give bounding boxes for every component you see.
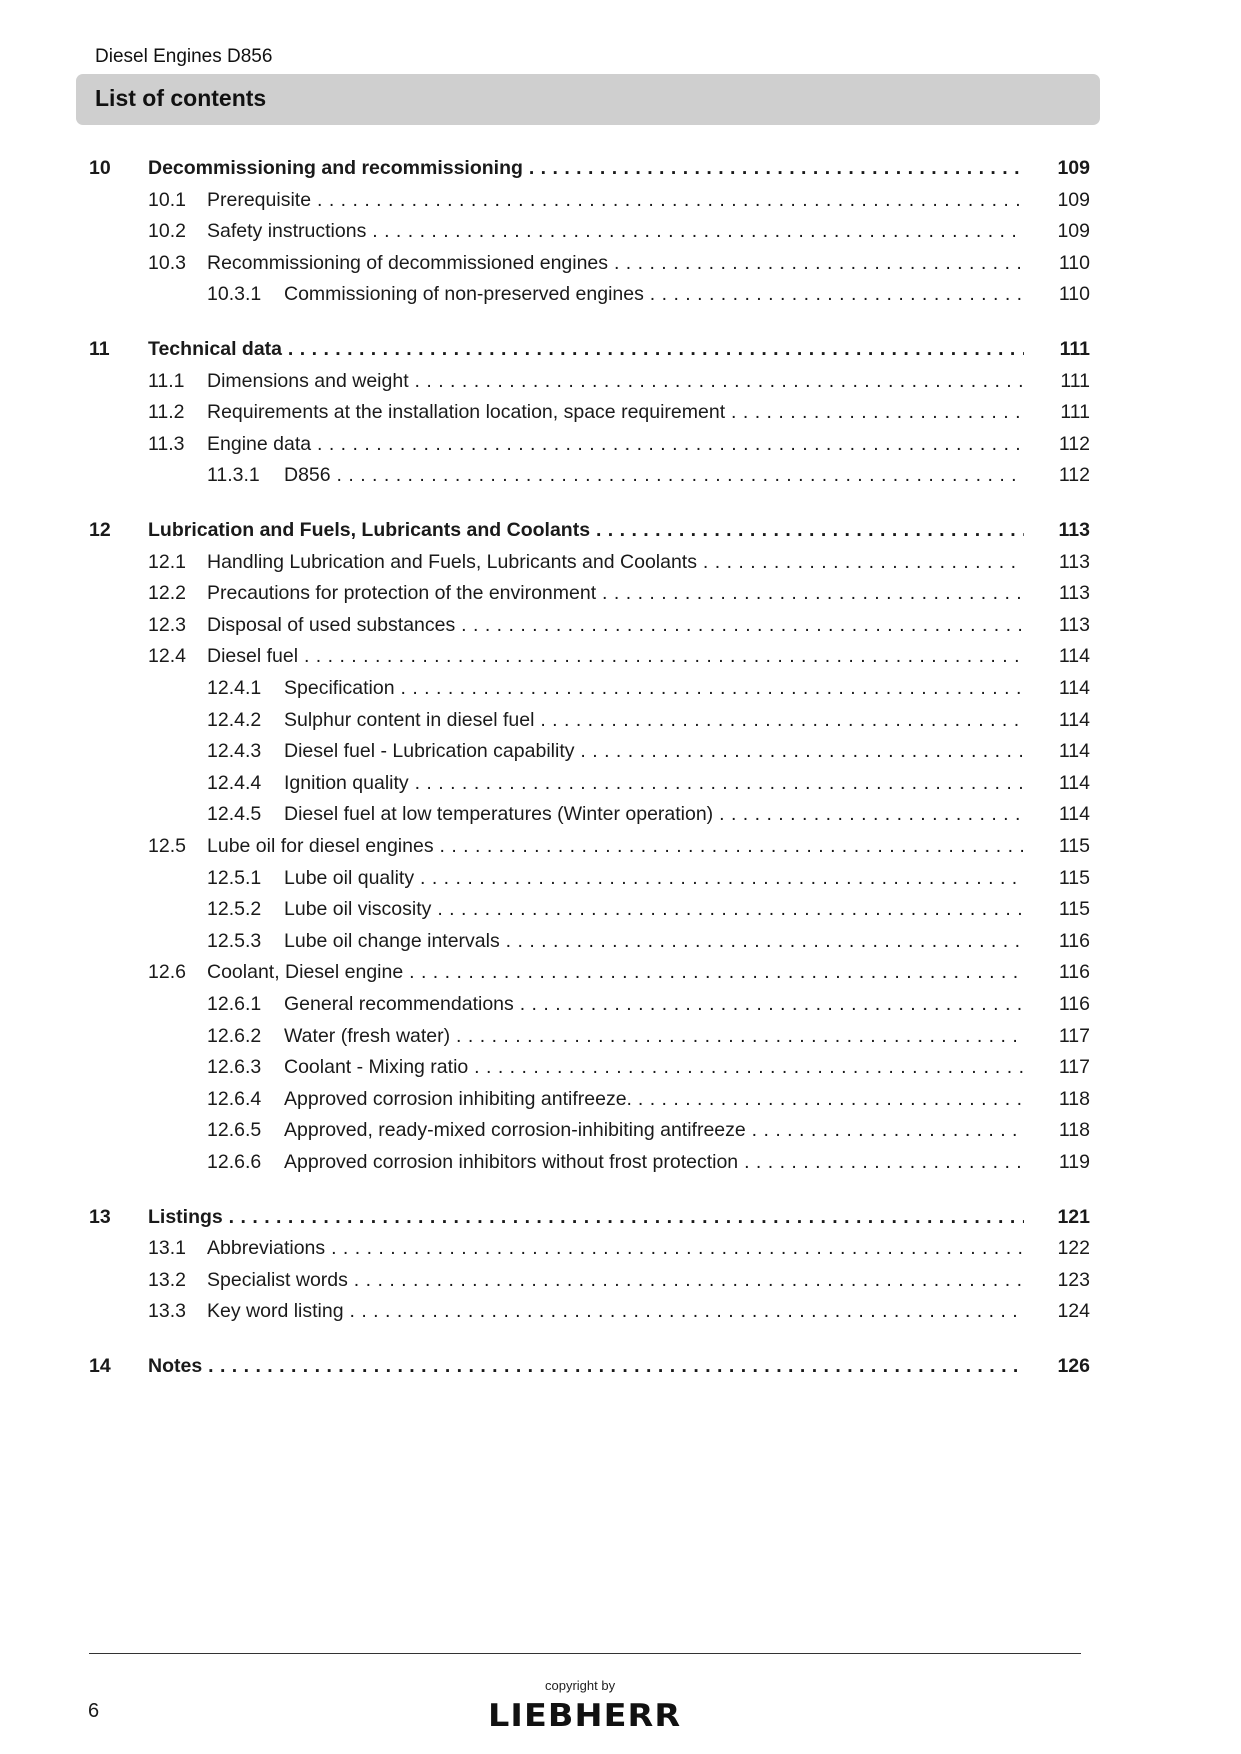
- toc-entry-number: 13.3: [148, 1300, 186, 1323]
- toc-entry-number: 10.3: [148, 251, 186, 274]
- toc-entry-page: 112: [1058, 432, 1090, 455]
- toc-entry-title: Engine data . . .: [207, 431, 1024, 457]
- toc-entry-title: Lube oil for diesel engines . . .: [207, 833, 1024, 859]
- toc-entry-title: Safety instructions . . .: [207, 218, 1024, 244]
- toc-entry-title: Sulphur content in diesel fuel . . .: [284, 707, 1024, 733]
- toc-entry-page: 109: [1057, 157, 1090, 179]
- toc-entry-number: 10: [89, 157, 111, 179]
- toc-entry-page: 123: [1057, 1268, 1090, 1291]
- toc-entry-page: 110: [1058, 251, 1090, 274]
- section-title: List of contents: [95, 85, 267, 111]
- toc-entry-number: 12.6.4: [207, 1087, 262, 1110]
- toc-entry-page: 118: [1058, 1119, 1090, 1142]
- toc-entry-page: 115: [1058, 898, 1090, 921]
- toc-entry-page: 113: [1058, 582, 1090, 605]
- toc-entry-number: 12.5.3: [207, 929, 262, 952]
- toc-entry-number: 12.3: [148, 613, 186, 636]
- toc-entry-number: 10.1: [148, 188, 186, 211]
- toc-entry-page: 113: [1058, 519, 1090, 541]
- toc-entry-page: 114: [1058, 645, 1090, 668]
- running-title: Diesel Engines D856: [95, 46, 273, 67]
- toc-entry-title: Coolant, Diesel engine . . .: [207, 959, 1024, 985]
- page-number: 6: [88, 1700, 100, 1722]
- toc-entry-number: 11.3: [148, 432, 185, 455]
- toc-entry-title: Requirements at the installation location, space requirement . . .: [207, 399, 1024, 425]
- toc-entry-page: 115: [1058, 866, 1090, 889]
- toc-entry-title: Disposal of used substances . . .: [207, 612, 1024, 638]
- toc-entry-title: Specialist words . . .: [207, 1267, 1024, 1293]
- toc-entry-title: Abbreviations . . .: [207, 1235, 1024, 1261]
- toc-entry-title: Lube oil quality . . .: [284, 865, 1024, 891]
- toc-entry-page: 124: [1057, 1300, 1090, 1323]
- toc-entry-number: 13: [89, 1205, 111, 1228]
- copyright-text: copyright by: [545, 1678, 616, 1693]
- toc-entry-title: Lube oil change intervals . . .: [284, 928, 1024, 954]
- toc-entry-number: 12.4.5: [207, 803, 262, 826]
- toc-entry-number: 12: [89, 519, 111, 541]
- toc-entry-title: Diesel fuel . . .: [207, 643, 1024, 669]
- toc-entry-page: 111: [1060, 401, 1090, 424]
- toc-entry-number: 12.6: [148, 961, 186, 984]
- toc-entry-number: 12.2: [148, 582, 186, 605]
- toc-entry-title: Lube oil viscosity . . .: [284, 896, 1024, 922]
- toc-entry-title: Key word listing . . .: [207, 1298, 1024, 1324]
- toc-entry-title: Water (fresh water) . . .: [284, 1023, 1024, 1049]
- toc-entry-page: 117: [1058, 1024, 1090, 1047]
- toc-entry-page: 110: [1058, 283, 1090, 306]
- toc-entry-number: 12.5.1: [207, 866, 262, 889]
- toc-entry-page: 114: [1058, 708, 1090, 731]
- toc-entry-page: 118: [1058, 1087, 1090, 1110]
- toc-entry-title: Decommissioning and recommissioning . . .: [148, 155, 1024, 181]
- toc-entry-number: 12.5.2: [207, 898, 262, 921]
- toc-entry-title: Approved, ready-mixed corrosion-inhibiting antifreeze . . .: [284, 1117, 1024, 1143]
- toc-entry-page: 116: [1058, 929, 1090, 952]
- toc-entry-number: 12.6.1: [207, 993, 262, 1015]
- toc-entry-page: 119: [1058, 1151, 1090, 1173]
- toc-entry-page: 114: [1058, 803, 1090, 826]
- toc-entry-number: 12.6.2: [207, 1024, 262, 1047]
- toc-entry-title: Specification . . .: [284, 675, 1024, 701]
- toc-entry-number: 12.4.3: [207, 740, 262, 763]
- toc-entry-title: Technical data . . .: [148, 336, 1024, 362]
- toc-entry-number: 12.6.5: [207, 1119, 262, 1142]
- toc-entry-title: Diesel fuel at low temperatures (Winter operation) . . .: [284, 801, 1024, 827]
- section-header-bar: [76, 74, 1100, 125]
- toc-entry-title: Dimensions and weight . . .: [207, 368, 1024, 394]
- toc-entry-page: 115: [1058, 835, 1090, 857]
- toc-entry-page: 109: [1057, 220, 1090, 243]
- toc-entry-title: Prerequisite . . .: [207, 187, 1024, 213]
- toc-entry-title: Notes . . .: [148, 1353, 1024, 1379]
- toc-entry-number: 12.6.3: [207, 1056, 262, 1079]
- toc-entry-number: 11.1: [148, 369, 185, 392]
- footer-divider: [89, 1653, 1081, 1654]
- toc-entry-number: 12.4: [148, 645, 186, 668]
- toc-entry-number: 13.1: [148, 1237, 186, 1260]
- toc-entry-title: Handling Lubrication and Fuels, Lubricants and Coolants . . .: [207, 549, 1024, 575]
- toc-entry-page: 116: [1058, 993, 1090, 1015]
- liebherr-logo: LIEBHERR: [488, 1698, 682, 1734]
- toc-entry-page: 126: [1057, 1355, 1090, 1377]
- toc-entry-page: 109: [1057, 188, 1090, 211]
- toc-entry-title: D856 . . .: [284, 462, 1024, 488]
- toc-entry-number: 12.4.2: [207, 708, 262, 731]
- toc-entry-number: 14: [89, 1355, 111, 1377]
- toc-entry-number: 10.2: [148, 220, 186, 243]
- toc-entry-number: 12.5: [148, 835, 186, 857]
- toc-entry-title: Approved corrosion inhibiting antifreeze. . . .: [284, 1086, 1024, 1112]
- toc-entry-number: 11: [89, 338, 110, 360]
- toc-entry-title: Commissioning of non-preserved engines . . .: [284, 281, 1024, 307]
- toc-entry-page: 114: [1058, 771, 1090, 794]
- toc-entry-title: Ignition quality . . .: [284, 770, 1024, 796]
- toc-entry-title: Listings . . .: [148, 1204, 1024, 1230]
- toc-entry-title: General recommendations . . .: [284, 991, 1024, 1017]
- toc-entry-page: 117: [1058, 1056, 1090, 1079]
- toc-entry-page: 122: [1057, 1237, 1090, 1260]
- toc-entry-title: Approved corrosion inhibitors without frost protection . . .: [284, 1149, 1024, 1175]
- toc-entry-page: 114: [1058, 740, 1090, 763]
- toc-entry-title: Precautions for protection of the environment . . .: [207, 580, 1024, 606]
- toc-entry-title: Diesel fuel - Lubrication capability . . .: [284, 738, 1024, 764]
- toc-entry-number: 13.2: [148, 1268, 186, 1291]
- toc-entry-page: 111: [1059, 338, 1090, 360]
- toc-entry-number: 12.6.6: [207, 1151, 262, 1173]
- toc-entry-number: 10.3.1: [207, 283, 262, 306]
- toc-entry-title: Coolant - Mixing ratio . . .: [284, 1054, 1024, 1080]
- toc-entry-page: 113: [1058, 613, 1090, 636]
- toc-entry-number: 12.4.4: [207, 771, 262, 794]
- toc-entry-page: 116: [1058, 961, 1090, 984]
- toc-entry-page: 112: [1058, 464, 1090, 487]
- toc-entry-number: 12.1: [148, 550, 186, 573]
- toc-entry-number: 11.3.1: [207, 464, 260, 487]
- toc-entry-page: 111: [1060, 369, 1090, 392]
- toc-entry-page: 113: [1058, 550, 1090, 573]
- toc-entry-title: Recommissioning of decommissioned engines . . .: [207, 250, 1024, 276]
- toc-entry-page: 121: [1057, 1205, 1090, 1228]
- toc-entry-number: 12.4.1: [207, 677, 262, 699]
- toc-entry-number: 11.2: [148, 401, 185, 424]
- toc-entry-title: Lubrication and Fuels, Lubricants and Coolants . . .: [148, 517, 1024, 543]
- toc-entry-page: 114: [1058, 677, 1090, 699]
